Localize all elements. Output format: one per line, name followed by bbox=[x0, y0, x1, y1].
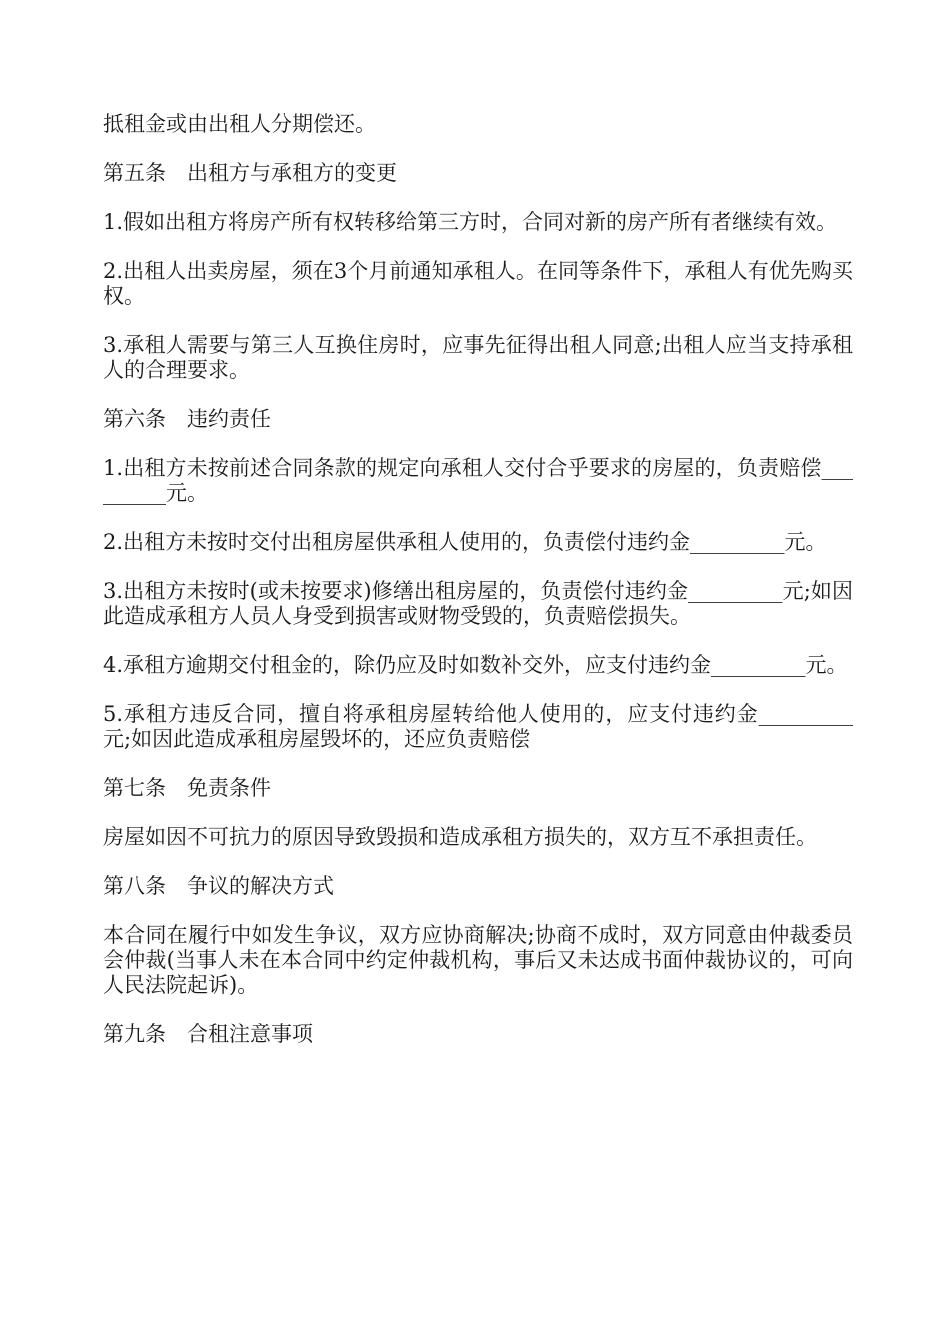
paragraph-continuation: 抵租金或由出租人分期偿还。 bbox=[103, 112, 376, 136]
article-5-clause-2: 2.出租人出卖房屋，须在3个月前通知承租人。在同等条件下，承租人有优先购买权。 bbox=[103, 259, 853, 308]
document-page bbox=[103, 112, 853, 1071]
article-6-clause-1: 1.出租方未按前述合同条款的规定向承租人交付合乎要求的房屋的，负责赔偿_________元。 bbox=[103, 456, 853, 505]
article-6-clause-2: 2.出租方未按时交付出租房屋供承租人使用的，负责偿付违约金_________元。 bbox=[103, 530, 827, 554]
article-9-heading: 第九条 合租注意事项 bbox=[103, 1022, 313, 1046]
article-5-clause-1: 1.假如出租方将房产所有权转移给第三方时，合同对新的房产所有者继续有效。 bbox=[103, 210, 838, 234]
article-8-body: 本合同在履行中如发生争议，双方应协商解决;协商不成时，双方同意由仲裁委员会仲裁(当事人未在本合同中约定仲裁机构，事后又未达成书面仲裁协议的，可向人民法院起诉)。 bbox=[103, 923, 853, 997]
article-8-heading: 第八条 争议的解决方式 bbox=[103, 874, 334, 898]
article-5-heading: 第五条 出租方与承租方的变更 bbox=[103, 161, 397, 185]
article-6-clause-3: 3.出租方未按时(或未按要求)修缮出租房屋的，负责偿付违约金_________元;如因此造成承租方人员人身受到损害或财物受毁的，负责赔偿损失。 bbox=[103, 579, 853, 628]
article-7-body: 房屋如因不可抗力的原因导致毁损和造成承租方损失的，双方互不承担责任。 bbox=[103, 825, 817, 849]
article-6-clause-5: 5.承租方违反合同，擅自将承租房屋转给他人使用的，应支付违约金_________元;如因此造成承租房屋毁坏的，还应负责赔偿 bbox=[103, 702, 853, 751]
article-5-clause-3: 3.承租人需要与第三人互换住房时，应事先征得出租人同意;出租人应当支持承租人的合理要求。 bbox=[103, 333, 853, 382]
article-7-heading: 第七条 免责条件 bbox=[103, 776, 271, 800]
article-6-clause-4: 4.承租方逾期交付租金的，除仍应及时如数补交外，应支付违约金_________元。 bbox=[103, 653, 848, 677]
article-6-heading: 第六条 违约责任 bbox=[103, 407, 271, 431]
